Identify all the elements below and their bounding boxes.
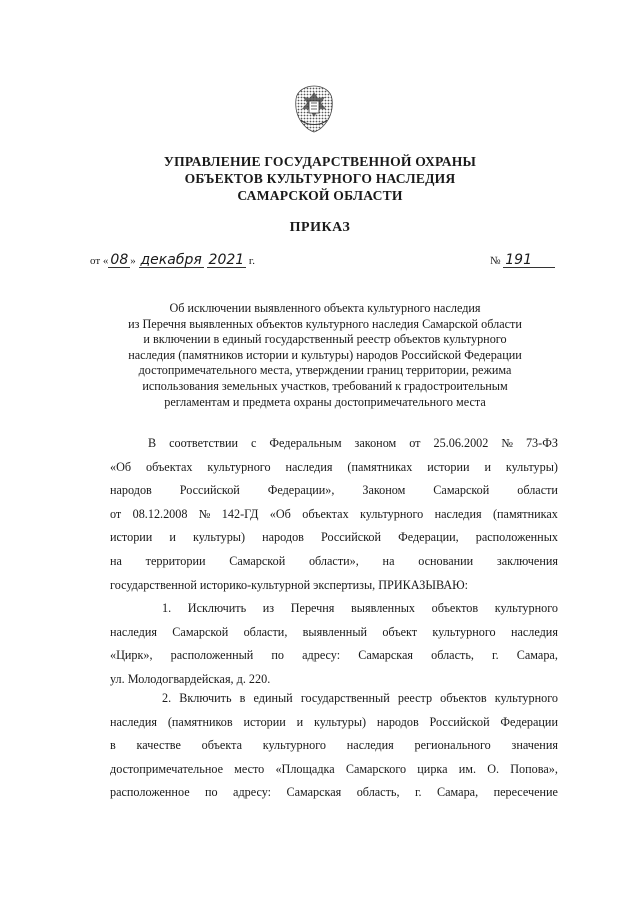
word: объекта (201, 738, 242, 753)
preamble-paragraph (110, 432, 558, 597)
word: на (110, 553, 122, 568)
word: от (110, 506, 122, 521)
word: народов (262, 530, 304, 545)
coat-of-arms-emblem (291, 84, 337, 134)
word: в (239, 691, 246, 705)
text-line (110, 781, 558, 805)
subject-line: достопримечательного места, утверждении границ территории, режима (138, 363, 512, 378)
word: Самарская (358, 648, 414, 663)
word: № (501, 436, 513, 450)
word: 1. (162, 601, 172, 615)
word: Самарской (229, 553, 286, 568)
word: Самарской (433, 483, 490, 498)
order-number (490, 253, 555, 268)
word: Федерации, (398, 530, 459, 545)
word: культурного (432, 624, 496, 639)
word: 08.12.2008 (132, 506, 188, 521)
word: расположенное (110, 785, 190, 800)
word: регионального (414, 738, 491, 753)
word: единый (253, 691, 293, 705)
word: по (205, 785, 218, 800)
word: основании (418, 553, 474, 568)
word: с (250, 436, 257, 450)
word: цирка (417, 761, 448, 776)
word: объектов (440, 691, 487, 705)
word: области (517, 483, 558, 498)
word: наследия (110, 624, 158, 639)
word: место (234, 761, 265, 776)
number-value: 191 (503, 253, 555, 268)
organization-name (60, 153, 580, 204)
word: культурного (494, 691, 558, 705)
word: наследия (346, 738, 394, 753)
word: культурного (360, 506, 424, 521)
word: расположенных (475, 530, 558, 545)
word: 73-ФЗ (525, 436, 558, 450)
word: Попова», (510, 761, 558, 776)
word: культуры) (505, 459, 558, 474)
text-line (110, 432, 558, 456)
word: качестве (136, 738, 181, 753)
word: законом (354, 436, 397, 450)
date-prefix: от « (90, 255, 109, 267)
word: выявленных (351, 601, 416, 615)
word: истории (110, 530, 153, 545)
word: область, (356, 785, 400, 800)
word: государственный (300, 691, 390, 705)
word: и (169, 530, 176, 545)
word: наследия (110, 714, 158, 729)
word: на (382, 553, 395, 568)
text-line (110, 456, 558, 480)
word: адресу: (233, 785, 272, 800)
subject-line: и включении в единый государственный реестр объектов культурного (143, 332, 507, 347)
word: истории (427, 459, 470, 474)
word: (памятников (167, 714, 233, 729)
word: культурного (207, 459, 271, 474)
date-year: 2021 (208, 252, 245, 268)
word: Перечня (290, 601, 335, 615)
text-line (110, 597, 558, 621)
word: от (409, 436, 421, 450)
word: 2. (162, 691, 172, 705)
word: культуры) (313, 714, 367, 729)
word: выявленный (302, 624, 368, 639)
text-line (110, 503, 558, 527)
word: г. (492, 648, 499, 663)
word: истории (243, 714, 286, 729)
text-line (110, 711, 558, 735)
word: области», (308, 553, 359, 568)
subject-line: регламентам и предмета охраны достопримечательного места (164, 394, 486, 409)
word: Федерации», (267, 483, 335, 498)
word: культурного (494, 601, 558, 615)
word: расположенный (170, 648, 254, 663)
word: соответствии (169, 436, 238, 450)
text-line (110, 621, 558, 645)
word: им. (458, 761, 477, 776)
date-separator: » (130, 255, 136, 267)
word: наследия (285, 459, 333, 474)
clause-2 (110, 687, 558, 805)
word: Самарская (286, 785, 342, 800)
word: Самара, (516, 648, 558, 663)
word: пересечение (493, 785, 558, 800)
word: территории (145, 553, 206, 568)
word: адресу: (302, 648, 341, 663)
word: Включить (179, 691, 232, 705)
word: Российской (429, 714, 490, 729)
date-suffix: г. (246, 255, 255, 267)
word: объект (382, 624, 418, 639)
word: объектах (302, 506, 349, 521)
text-line-last: ул. Молодогвардейская, д. 220. (110, 671, 271, 686)
word: Исключить (187, 601, 247, 615)
word: «Об (110, 459, 132, 474)
word: Законом (362, 483, 406, 498)
date-month: декабря (140, 252, 202, 268)
word: объектах (146, 459, 193, 474)
org-line-2: ОБЪЕКТОВ КУЛЬТУРНОГО НАСЛЕДИЯ (184, 171, 456, 186)
word: культурного (262, 738, 326, 753)
word: по (271, 648, 285, 663)
word: В (148, 436, 157, 450)
word: области, (243, 624, 288, 639)
word: Самарского (345, 761, 407, 776)
word: значения (511, 738, 558, 753)
word: О. (487, 761, 500, 776)
text-line (110, 526, 558, 550)
subject-line: использования земельных участков, требований к градостроительным (142, 378, 508, 393)
word: достопримечательное (110, 761, 223, 776)
word: культуры) (192, 530, 246, 545)
subject-line: Об исключении выявленного объекта культурного наследия (169, 301, 481, 315)
org-line-1: УПРАВЛЕНИЕ ГОСУДАРСТВЕННОЙ ОХРАНЫ (163, 154, 477, 169)
word: «Об (269, 506, 291, 521)
word: народов (376, 714, 419, 729)
word: Самара, (437, 785, 479, 800)
clause-1 (110, 597, 558, 691)
order-date (90, 253, 255, 268)
order-subject (90, 301, 560, 410)
text-line (110, 758, 558, 782)
word: № (198, 506, 211, 521)
word: (памятниках (492, 506, 558, 521)
date-day: 08 (110, 252, 129, 268)
word: «Цирк», (110, 648, 153, 663)
word: и (296, 714, 304, 729)
word: в (110, 738, 116, 753)
text-line-last: государственной историко-культурной экспертизы, ПРИКАЗЫВАЮ: (110, 577, 469, 592)
order-title: ПРИКАЗ (289, 220, 351, 235)
word: 142-ГД (221, 506, 259, 521)
word: Федеральным (269, 436, 342, 450)
number-prefix: № (490, 255, 501, 267)
text-line (110, 479, 558, 503)
word: объектов (431, 601, 479, 615)
word: г. (414, 785, 422, 800)
word: Российской (320, 530, 382, 545)
text-line (110, 687, 558, 711)
word: реестр (397, 691, 433, 705)
word: наследия (434, 506, 482, 521)
word: и (484, 459, 491, 474)
text-line (110, 550, 558, 574)
word: наследия (510, 624, 558, 639)
org-line-3: САМАРСКОЙ ОБЛАСТИ (237, 188, 403, 203)
word: область, (431, 648, 474, 663)
word: Самарской (172, 624, 229, 639)
word: Федерации (500, 714, 558, 729)
subject-line: из Перечня выявленных объектов культурного наследия Самарской области (128, 316, 522, 331)
word: (памятниках (347, 459, 413, 474)
word: «Площадка (275, 761, 335, 776)
text-line (110, 734, 558, 758)
subject-line: наследия (памятников истории и культуры) народов Российской Федерации (128, 347, 522, 362)
word: Российской (179, 483, 240, 498)
word: из (262, 601, 275, 615)
text-line (110, 644, 558, 668)
word: заключения (496, 553, 558, 568)
word: народов (110, 483, 152, 498)
word: 25.06.2002 (433, 436, 489, 450)
